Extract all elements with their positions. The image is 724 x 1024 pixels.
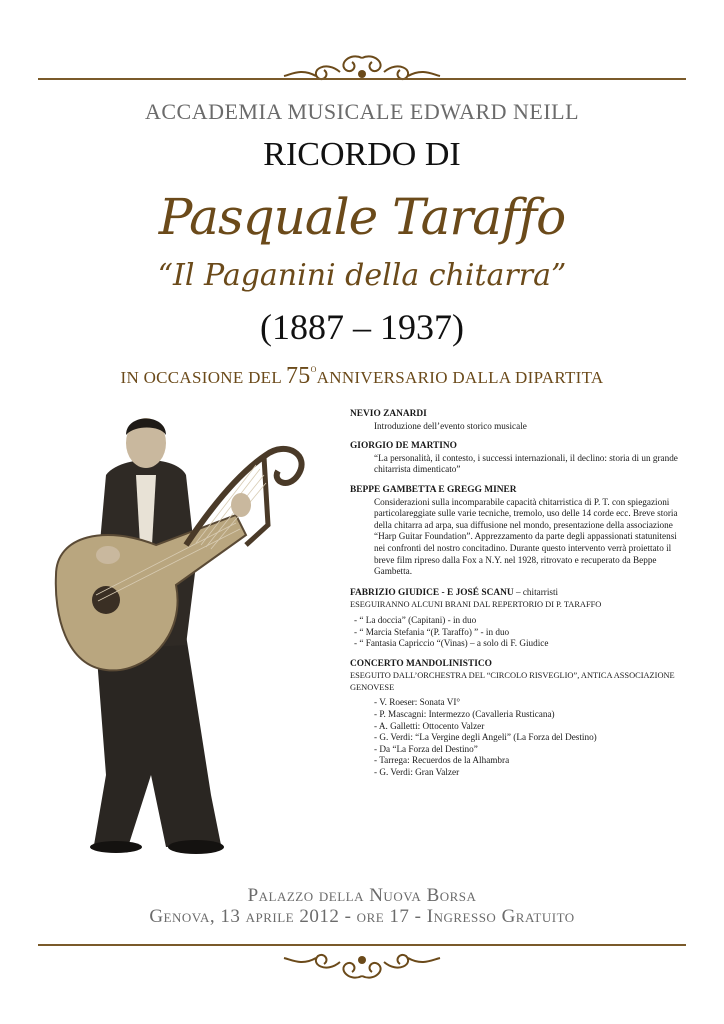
program-section-guitarists xyxy=(350,587,690,650)
program-section-zanardi xyxy=(350,409,690,432)
list-item: - Tarrega: Recuerdos de la Alhambra xyxy=(374,755,510,766)
program-section-de-martino xyxy=(350,441,690,476)
program-section-concerto xyxy=(350,659,690,779)
program-list xyxy=(350,409,690,788)
performer-role: – chitarristi xyxy=(513,586,559,597)
performer-name: BEPPE GAMBETTA E GREGG MINER xyxy=(350,484,517,495)
list-item: - G. Verdi: Gran Valzer xyxy=(374,767,460,778)
list-item: - P. Mascagni: Intermezzo (Cavalleria Rusticana) xyxy=(374,709,555,720)
top-divider xyxy=(38,78,686,80)
section-subtitle: ESEGUITO DALL’ORCHESTRA DEL “CIRCOLO RISVEGLIO”, ANTICA ASSOCIAZIONE GENOVESE xyxy=(350,671,675,692)
ricordo-heading: RICORDO DI xyxy=(263,136,461,173)
list-item: - Da “La Forza del Destino” xyxy=(374,743,478,754)
list-item: - “ Marcia Stefania “(P. Taraffo) ” - in duo xyxy=(354,626,510,637)
honoree-nickname: “Il Paganini della chitarra” xyxy=(157,258,567,293)
program-section-gambetta-miner xyxy=(350,485,690,578)
performer-name: CONCERTO MANDOLINISTICO xyxy=(350,658,492,669)
date-line: Genova, 13 aprile 2012 - ore 17 - Ingresso Gratuito xyxy=(149,906,575,927)
list-item: - G. Verdi: “La Vergine degli Angeli” (La Forza del Destino) xyxy=(374,732,597,743)
list-item: - A. Galletti: Ottocento Valzer xyxy=(374,720,485,731)
academy-title: ACCADEMIA MUSICALE EDWARD NEILL xyxy=(144,99,580,124)
anniversary-suffix: ANNIVERSARIO DALLA DIPARTITA xyxy=(316,368,604,387)
bottom-ornament-icon xyxy=(280,950,444,984)
performer-description: “La personalità, il contesto, i successi internazionali, il declino: storia di un grande chitarrista dimenticato” xyxy=(374,452,678,475)
anniversary-prefix: IN OCCASIONE DEL xyxy=(120,368,282,387)
honoree-name: Pasquale Taraffo xyxy=(158,188,566,246)
guitarist-photo xyxy=(36,395,306,865)
anniversary-number: 75 xyxy=(285,363,311,389)
performer-name: GIORGIO DE MARTINO xyxy=(350,441,457,452)
list-item: - V. Roeser: Sonata VI° xyxy=(374,697,461,708)
list-item: - “ Fantasia Capriccio “(Vinas) – a solo di F. Giudice xyxy=(354,638,549,649)
list-item: - “ La doccia” (Capitani) - in duo xyxy=(354,614,477,625)
honoree-years: (1887 – 1937) xyxy=(260,307,464,347)
section-subtitle: ESEGUIRANNO ALCUNI BRANI DAL REPERTORIO DI P. TARAFFO xyxy=(350,600,602,610)
bottom-divider xyxy=(38,944,686,946)
venue-line: Palazzo della Nuova Borsa xyxy=(247,885,477,906)
performer-description: Considerazioni sulla incomparabile capacità chitarristica di P. T. con spiegazioni particolareggiate sulle varie tecniche, tremolo, uso delle 14 corde ecc. Breve storia della chitarra ad arpa, sua diffusione nel mondo, presentazione della associazione “Harp Guitar Foundation”. Apprezzamento da parte degli appassionati statunitensi nei confronti del nostro concitadino. Durante questo intervento verrà proiettato il breve film ripreso dalla Fox a N.Y. nel 1928, ritrovato e recuperato da Beppe Gambetta. xyxy=(374,496,678,577)
anniversary-sup: o xyxy=(310,363,317,375)
performer-name: NEVIO ZANARDI xyxy=(350,409,427,419)
performer-description: Introduzione dell’evento storico musicale xyxy=(374,420,527,431)
anniversary-line xyxy=(0,363,724,390)
performer-name: FABRIZIO GIUDICE - E JOSÉ SCANU xyxy=(350,587,514,598)
